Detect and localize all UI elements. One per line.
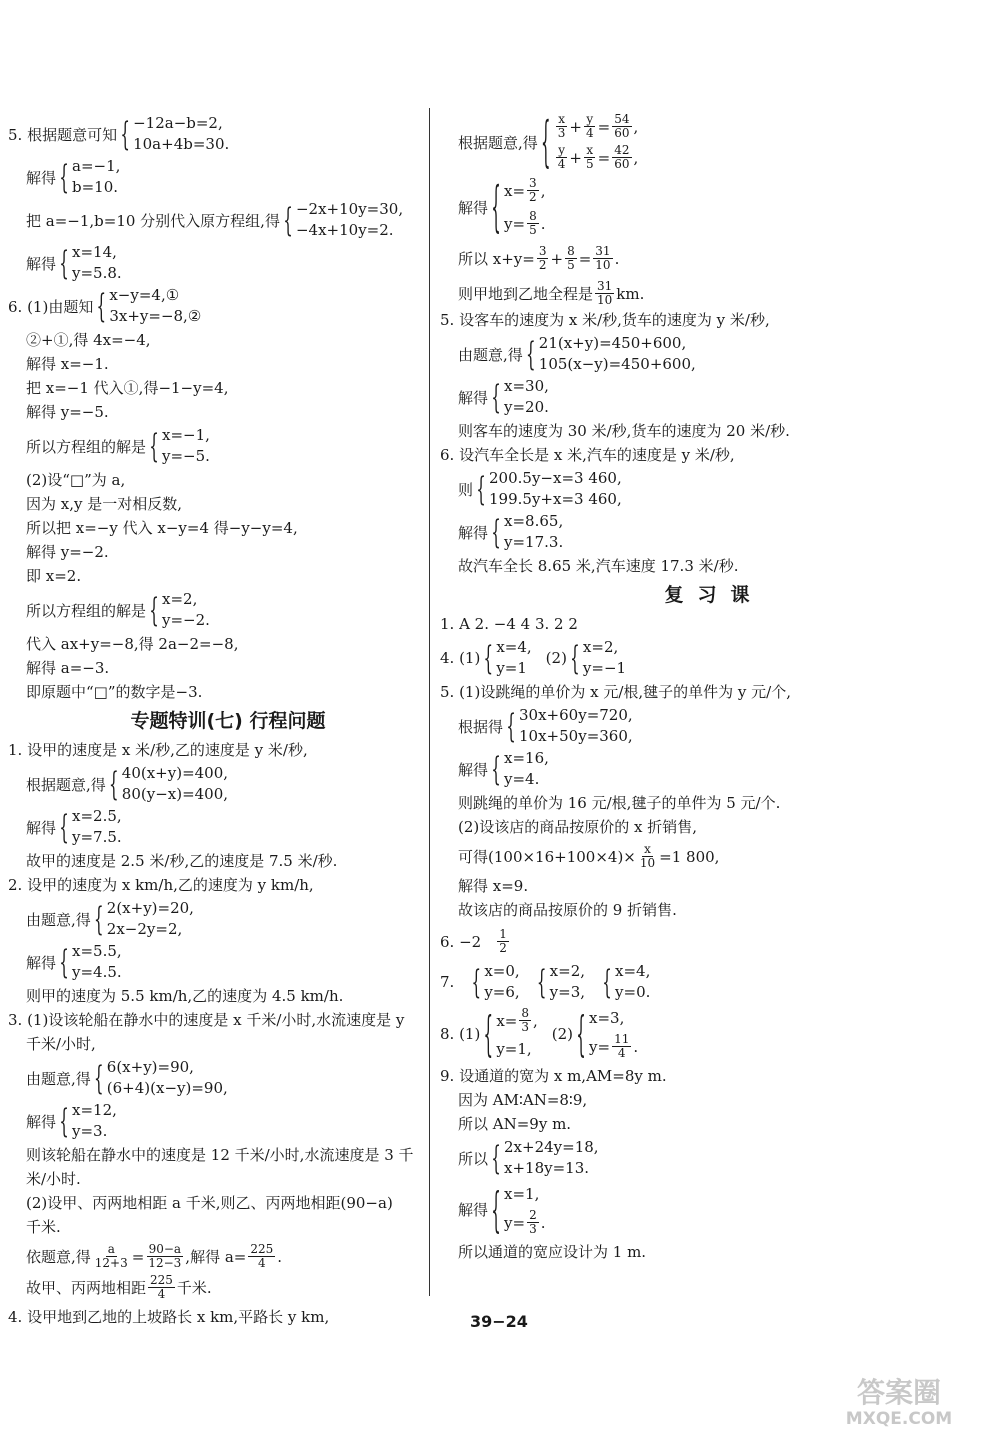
brace-icon: { (476, 469, 486, 509)
q5-system: 5. 根据题意可知 { −12a−b=2, 10a+4b=30. (8, 114, 230, 154)
text-line: 则甲的速度为 5.5 km/h,乙的速度为 4.5 km/h. (26, 987, 344, 1005)
text-line: 把 x=−1 代入①,得−1−y=4, (26, 379, 229, 397)
s2-system: 由题意,得 { 2(x+y)=20, 2x−2y=2, (26, 899, 194, 939)
q6-solution-2: 所以方程组的解是 { x=2, y=−2. (26, 590, 210, 630)
text-line: 米/小时. (26, 1170, 81, 1188)
text-line: 1. 设甲的速度是 x 米/秒,乙的速度是 y 米/秒, (8, 741, 308, 759)
brace-icon: { (491, 512, 501, 552)
text-line: 解得 x=−1. (26, 355, 109, 373)
brace-icon: { (149, 426, 159, 466)
fraction: $\frac{90-a}{12-3}$ (148, 1242, 182, 1270)
s3-fraction-equation: 依题意,得 $\frac{a}{12+3}$ = $\frac{90-a}{12-3}$ ,解得 a= $\frac{225}{4}$ . (26, 1242, 283, 1270)
brace-icon: { (471, 962, 482, 1002)
brace-icon: { (491, 1180, 501, 1239)
r5-solution: 解得 { x=16, y=4. (458, 749, 549, 789)
brace-icon: { (59, 157, 69, 197)
brace-icon: { (483, 1004, 494, 1063)
q6-solution-1: 所以方程组的解是 { x=−1, y=−5. (26, 426, 210, 466)
text-line: 9. 设通道的宽为 x m,AM=8y m. (440, 1067, 667, 1085)
watermark-logo (806, 1372, 992, 1428)
watermark-title: 答案圈 (856, 1376, 942, 1409)
brace-icon: { (570, 638, 580, 678)
s5-solution: 解得 { x=30, y=20. (458, 377, 549, 417)
brace-icon: { (120, 114, 130, 154)
brace-icon: { (59, 942, 69, 982)
q5-substitution: 把 a=−1,b=10 分别代入原方程组,得 { −2x+10y=30, −4x+10y=2. (26, 200, 404, 240)
s4-system: 根据题意,得 { $\frac{x}{3}$ + $\frac{y}{4}$ = $\frac{54}{60}$ , $\frac{y}{4}$ + $\frac{x}{5}$ = $\frac{42}{60}$ , (458, 109, 639, 175)
text-line: 代入 ax+y=−8,得 2a−2=−8, (26, 635, 239, 653)
brace-icon: { (96, 286, 107, 326)
text-line: ②+①,得 4x=−4, (26, 331, 151, 349)
brace-icon: { (483, 638, 494, 678)
s1-system: 根据题意,得 { 40(x+y)=400, 80(y−x)=400, (26, 764, 229, 804)
review-title: 复习课 (664, 584, 764, 606)
brace-icon: { (491, 749, 501, 789)
brace-icon: { (94, 1058, 104, 1098)
brace-icon: { (541, 109, 551, 175)
text-line: 所以把 x=−y 代入 x−y=4 得−y−y=4, (26, 519, 298, 537)
s2-solution: 解得 { x=5.5, y=4.5. (26, 942, 122, 982)
text-line: 故该店的商品按原价的 9 折销售. (458, 901, 677, 919)
brace-icon: { (283, 200, 293, 240)
fraction: $\frac{225}{4}$ (150, 1273, 173, 1301)
watermark-url: MXQE.COM (845, 1409, 953, 1428)
brace-icon: { (491, 174, 501, 240)
brace-icon: { (536, 962, 547, 1002)
r5-equation: 可得(100×16+100×4)× $\frac{x}{10}$ =1 800, (458, 842, 720, 870)
s3-conclusion: 故甲、丙两地相距 $\frac{225}{4}$ 千米. (26, 1273, 212, 1301)
text-line: 则跳绳的单价为 16 元/根,毽子的单件为 5 元/个. (458, 794, 781, 812)
brace-icon: { (109, 764, 119, 804)
column-divider (429, 108, 430, 1296)
section-title: 专题特训(七) 行程问题 (130, 710, 326, 732)
text-line: 所以 AN=9y m. (458, 1115, 572, 1133)
s3-system: 由题意,得 { 6(x+y)=90, (6+4)(x−y)=90, (26, 1058, 228, 1098)
text-line: 则客车的速度为 30 米/秒,货车的速度为 20 米/秒. (458, 422, 790, 440)
r4-systems: 4. (1) { x=4, y=1 (2) { x=2, y=−1 (440, 638, 627, 678)
text-line: (2)设“□”为 a, (26, 471, 126, 489)
text-line: 即原题中“□”的数字是−3. (26, 683, 203, 701)
text-line: 解得 a=−3. (26, 659, 110, 677)
s5-system: 由题意,得 { 21(x+y)=450+600, 105(x−y)=450+600, (458, 334, 696, 374)
text-line: 因为 x,y 是一对相反数, (26, 495, 183, 513)
brace-icon: { (526, 334, 536, 374)
text-line: 故汽车全长 8.65 米,汽车速度 17.3 米/秒. (458, 557, 739, 575)
text-line: 因为 AM∶AN=8∶9, (458, 1091, 588, 1109)
s4-sum: 所以 x+y= $\frac{3}{2}$ + $\frac{8}{5}$ = $\frac{31}{10}$ . (458, 244, 620, 272)
s6-system: 则 { 200.5y−x=3 460, 199.5y+x=3 460, (458, 469, 622, 509)
brace-icon: { (59, 243, 69, 283)
q5-solution: 解得 { a=−1, b=10. (26, 157, 121, 197)
q6-system: 6. (1)由题知 { x−y=4,① 3x+y=−8,② (8, 286, 202, 326)
r9-system: 所以 { 2x+24y=18, x+18y=13. (458, 1138, 599, 1178)
brace-icon: { (59, 807, 69, 847)
left-column (8, 112, 420, 1329)
text-line: 千米/小时, (26, 1035, 96, 1053)
page-number: 39−24 (470, 1312, 528, 1331)
brace-icon: { (506, 706, 516, 746)
fraction: $\frac{225}{4}$ (250, 1242, 274, 1270)
text-line: 解得 y=−5. (26, 403, 109, 421)
s3-solution: 解得 { x=12, y=3. (26, 1101, 117, 1141)
text-line: (2)设甲、丙两地相距 a 千米,则乙、丙两地相距(90−a) (26, 1194, 393, 1212)
s4-total: 则甲地到乙地全程是 $\frac{31}{10}$ km. (458, 279, 645, 307)
text-line: 解得 y=−2. (26, 543, 109, 561)
q5-final: 解得 { x=14, y=5.8. (26, 243, 122, 283)
text-line: 5. (1)设跳绳的单价为 x 元/根,毽子的单件为 y 元/个, (440, 683, 791, 701)
s1-solution: 解得 { x=2.5, y=7.5. (26, 807, 122, 847)
r8-answer: 8. (1) { x= $\frac{8}{3}$ , y=1, (2) { x=3, y= $\frac{11}{4}$ . (440, 1004, 639, 1063)
r9-solution: 解得 { x=1, y= $\frac{2}{3}$ . (458, 1180, 546, 1239)
text-line: 3. (1)设该轮船在静水中的速度是 x 千米/小时,水流速度是 y (8, 1011, 405, 1029)
text-line: 所以通道的宽应设计为 1 m. (458, 1243, 647, 1261)
brace-icon: { (491, 377, 501, 417)
brace-icon: { (491, 1138, 501, 1178)
brace-icon: { (94, 899, 104, 939)
s6-solution: 解得 { x=8.65, y=17.3. (458, 512, 564, 552)
text-line: 5. 设客车的速度为 x 米/秒,货车的速度为 y 米/秒, (440, 311, 770, 329)
text-line: 4. 设甲地到乙地的上坡路长 x km,平路长 y km, (8, 1308, 330, 1326)
text-line: 即 x=2. (26, 567, 82, 585)
r5-system: 根据得 { 30x+60y=720, 10x+50y=360, (458, 706, 633, 746)
brace-icon: { (602, 962, 612, 1002)
text-line: 千米. (26, 1218, 61, 1236)
brace-icon: { (576, 1004, 586, 1063)
brace-icon: { (59, 1101, 69, 1141)
text-line: 2. 设甲的速度为 x km/h,乙的速度为 y km/h, (8, 876, 314, 894)
r7-answer: 7. { x=0, y=6, { x=2, y=3, { x=4, y=0. (440, 962, 651, 1002)
text-line: 解得 x=9. (458, 877, 529, 895)
fraction: $\frac{a}{12+3}$ (94, 1242, 128, 1270)
text-line: (2)设该店的商品按原价的 x 折销售, (458, 818, 698, 836)
brace-icon: { (149, 590, 159, 630)
text-line: 则该轮船在静水中的速度是 12 千米/小时,水流速度是 3 千 (26, 1146, 414, 1164)
right-column (440, 109, 980, 1264)
text-line: 6. 设汽车全长是 x 米,汽车的速度是 y 米/秒, (440, 446, 735, 464)
s4-solution: 解得 { x= $\frac{3}{2}$ , y= $\frac{8}{5}$ . (458, 174, 546, 240)
text-line: 故甲的速度是 2.5 米/秒,乙的速度是 7.5 米/秒. (26, 852, 338, 870)
r6-answer: 6. −2 $\frac{1}{2}$ (440, 927, 507, 955)
text-line: 1. A 2. −4 4 3. 2 2 (440, 615, 578, 633)
